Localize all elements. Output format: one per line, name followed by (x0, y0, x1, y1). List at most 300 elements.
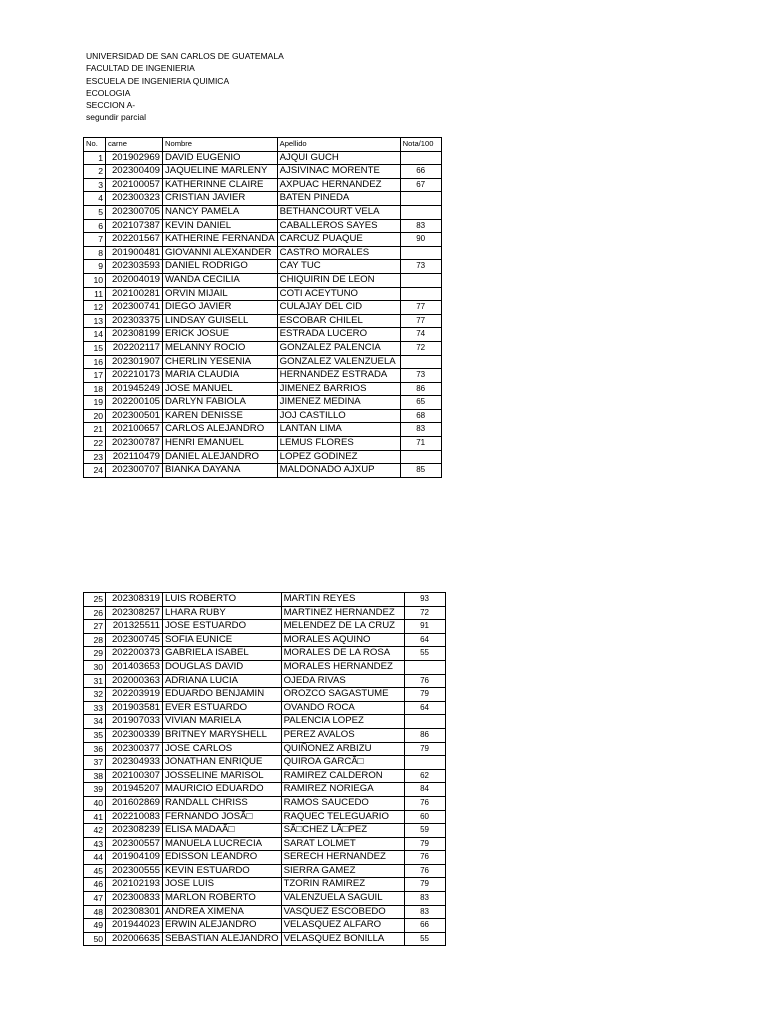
carne-cell: 202006635 (106, 932, 163, 946)
apellido-cell: CARCUZ PUAQUE (277, 233, 400, 247)
carne-cell: 202200105 (106, 396, 163, 410)
nombre-cell: CRISTIAN JAVIER (163, 192, 278, 206)
nombre-cell: MANUELA LUCRECIA (163, 837, 282, 851)
nombre-cell: JAQUELINE MARLENY (163, 165, 278, 179)
nombre-cell: KATHERINNE CLAIRE (163, 178, 278, 192)
row-number: 13 (84, 314, 106, 328)
nota-cell (400, 287, 441, 301)
apellido-cell: OJEDA RIVAS (281, 674, 404, 688)
table-row (84, 892, 446, 906)
nota-cell: 67 (400, 178, 441, 192)
nombre-cell: NANCY PAMELA (163, 205, 278, 219)
carne-cell: 202308257 (106, 606, 163, 620)
row-number: 16 (84, 355, 106, 369)
apellido-cell: COTI ACEYTUNO (277, 287, 400, 301)
carne-cell: 202202117 (106, 341, 163, 355)
nota-cell: 79 (404, 878, 445, 892)
carne-cell: 202210173 (106, 369, 163, 383)
carne-cell: 202300707 (106, 464, 163, 478)
table-row (84, 151, 442, 165)
nombre-cell: BIANKA DAYANA (163, 464, 278, 478)
row-number: 44 (84, 851, 106, 865)
table-row (84, 409, 442, 423)
row-number: 23 (84, 450, 106, 464)
apellido-cell: OVANDO ROCA (281, 701, 404, 715)
apellido-cell: QUIÑONEZ ARBIZU (281, 742, 404, 756)
apellido-cell: VELASQUEZ BONILLA (281, 932, 404, 946)
carne-cell: 202100657 (106, 423, 163, 437)
carne-cell: 202308239 (106, 824, 163, 838)
carne-cell: 202107387 (106, 219, 163, 233)
nota-cell: 77 (400, 301, 441, 315)
carne-cell: 201602869 (106, 796, 163, 810)
university-name: UNIVERSIDAD DE SAN CARLOS DE GUATEMALA (86, 51, 284, 61)
row-number: 38 (84, 769, 106, 783)
carne-cell: 201944023 (106, 919, 163, 933)
row-number: 47 (84, 892, 106, 906)
nombre-cell: SEBASTIAN ALEJANDRO (163, 932, 282, 946)
apellido-cell: OROZCO SAGASTUME (281, 688, 404, 702)
apellido-cell: ESTRADA LUCERO (277, 328, 400, 342)
nombre-cell: DAVID EUGENIO (163, 151, 278, 165)
nota-cell (400, 450, 441, 464)
apellido-cell: CABALLEROS SAYES (277, 219, 400, 233)
carne-cell: 202300705 (106, 205, 163, 219)
apellido-cell: SERECH HERNANDEZ (281, 851, 404, 865)
carne-cell: 202308199 (106, 328, 163, 342)
table-row (84, 633, 446, 647)
apellido-cell: MORALES AQUINO (281, 633, 404, 647)
col-header-carne: carne (106, 138, 163, 152)
nombre-cell: JOSE LUIS (163, 878, 282, 892)
table-row (84, 620, 446, 634)
table-row (84, 674, 446, 688)
row-number: 15 (84, 341, 106, 355)
row-number: 20 (84, 409, 106, 423)
nombre-cell: MARLON ROBERTO (163, 892, 282, 906)
nota-cell: 74 (400, 328, 441, 342)
row-number: 37 (84, 756, 106, 770)
nota-cell: 59 (404, 824, 445, 838)
apellido-cell: RAMIREZ NORIEGA (281, 783, 404, 797)
nota-cell: 79 (404, 837, 445, 851)
table-row (84, 932, 446, 946)
row-number: 3 (84, 178, 106, 192)
table-row (84, 437, 442, 451)
apellido-cell: QUIROA GARCÃ□ (281, 756, 404, 770)
apellido-cell: SÃ□CHEZ LÃ□PEZ (281, 824, 404, 838)
nota-cell: 76 (404, 864, 445, 878)
row-number: 10 (84, 273, 106, 287)
nota-cell: 72 (400, 341, 441, 355)
carne-cell: 202300555 (106, 864, 163, 878)
table-row (84, 273, 442, 287)
nota-cell: 65 (400, 396, 441, 410)
table-row (84, 837, 446, 851)
nombre-cell: EDUARDO BENJAMIN (163, 688, 282, 702)
row-number: 19 (84, 396, 106, 410)
nombre-cell: LINDSAY GUISELL (163, 314, 278, 328)
nombre-cell: ADRIANA LUCIA (163, 674, 282, 688)
apellido-cell: CASTRO MORALES (277, 246, 400, 260)
row-number: 39 (84, 783, 106, 797)
carne-cell: 202203919 (106, 688, 163, 702)
apellido-cell: JOJ CASTILLO (277, 409, 400, 423)
carne-cell: 201945249 (106, 382, 163, 396)
row-number: 26 (84, 606, 106, 620)
row-number: 21 (84, 423, 106, 437)
apellido-cell: MORALES DE LA ROSA (281, 647, 404, 661)
row-number: 24 (84, 464, 106, 478)
document-header (86, 50, 284, 124)
apellido-cell: LEMUS FLORES (277, 437, 400, 451)
nombre-cell: LHARA RUBY (163, 606, 282, 620)
apellido-cell: SARAT LOLMET (281, 837, 404, 851)
nota-cell: 60 (404, 810, 445, 824)
row-number: 46 (84, 878, 106, 892)
col-header-no: No. (84, 138, 106, 152)
table-row (84, 769, 446, 783)
nota-cell (404, 660, 445, 674)
nombre-cell: KAREN DENISSE (163, 409, 278, 423)
table-row (84, 851, 446, 865)
row-number: 4 (84, 192, 106, 206)
row-number: 43 (84, 837, 106, 851)
nota-cell: 93 (404, 593, 445, 607)
table-row (84, 205, 442, 219)
table-row (84, 287, 442, 301)
row-number: 35 (84, 728, 106, 742)
carne-cell: 201945207 (106, 783, 163, 797)
table-row (84, 742, 446, 756)
apellido-cell: HERNANDEZ ESTRADA (277, 369, 400, 383)
nombre-cell: ERICK JOSUE (163, 328, 278, 342)
table-row (84, 396, 442, 410)
nombre-cell: KATHERINE FERNANDA (163, 233, 278, 247)
nota-cell (400, 205, 441, 219)
row-number: 33 (84, 701, 106, 715)
apellido-cell: PALENCIA LOPEZ (281, 715, 404, 729)
nota-cell: 72 (404, 606, 445, 620)
grades-table-part-1 (83, 137, 442, 478)
table-row (84, 593, 446, 607)
table-row (84, 824, 446, 838)
nota-cell: 76 (404, 796, 445, 810)
carne-cell: 201904109 (106, 851, 163, 865)
row-number: 30 (84, 660, 106, 674)
apellido-cell: RAMOS SAUCEDO (281, 796, 404, 810)
carne-cell: 201325511 (106, 620, 163, 634)
row-number: 36 (84, 742, 106, 756)
nombre-cell: JOSSELINE MARISOL (163, 769, 282, 783)
nota-cell: 84 (404, 783, 445, 797)
nombre-cell: VIVIAN MARIELA (163, 715, 282, 729)
nota-cell: 91 (404, 620, 445, 634)
grades-table-part-2 (83, 592, 446, 946)
apellido-cell: SIERRA GAMEZ (281, 864, 404, 878)
col-header-nombre: Nombre (163, 138, 278, 152)
carne-cell: 202004019 (106, 273, 163, 287)
table-row (84, 756, 446, 770)
nombre-cell: MELANNY ROCIO (163, 341, 278, 355)
carne-cell: 202300377 (106, 742, 163, 756)
nombre-cell: ELISA MADAÃ□ (163, 824, 282, 838)
nombre-cell: WANDA CECILIA (163, 273, 278, 287)
nombre-cell: EVER ESTUARDO (163, 701, 282, 715)
nombre-cell: DANIEL ALEJANDRO (163, 450, 278, 464)
row-number: 7 (84, 233, 106, 247)
nota-cell: 79 (404, 742, 445, 756)
nota-cell: 62 (404, 769, 445, 783)
table-row (84, 178, 442, 192)
table-row (84, 715, 446, 729)
nota-cell: 86 (400, 382, 441, 396)
nota-cell: 73 (400, 369, 441, 383)
row-number: 12 (84, 301, 106, 315)
faculty-name: FACULTAD DE INGENIERIA (86, 63, 195, 74)
row-number: 34 (84, 715, 106, 729)
apellido-cell: CAY TUC (277, 260, 400, 274)
carne-cell: 202303593 (106, 260, 163, 274)
course-name: ECOLOGIA (86, 87, 131, 98)
table-row (84, 919, 446, 933)
carne-cell: 202300323 (106, 192, 163, 206)
apellido-cell: JIMENEZ BARRIOS (277, 382, 400, 396)
row-number: 49 (84, 919, 106, 933)
row-number: 1 (84, 151, 106, 165)
nota-cell: 73 (400, 260, 441, 274)
row-number: 25 (84, 593, 106, 607)
nombre-cell: DARLYN FABIOLA (163, 396, 278, 410)
nombre-cell: EDISSON LEANDRO (163, 851, 282, 865)
row-number: 31 (84, 674, 106, 688)
row-number: 41 (84, 810, 106, 824)
apellido-cell: MELENDEZ DE LA CRUZ (281, 620, 404, 634)
apellido-cell: ESCOBAR CHILEL (277, 314, 400, 328)
apellido-cell: JIMENEZ MEDINA (277, 396, 400, 410)
nombre-cell: JONATHAN ENRIQUE (163, 756, 282, 770)
nota-cell: 83 (400, 423, 441, 437)
nombre-cell: DANIEL RODRIGO (163, 260, 278, 274)
nota-cell: 66 (400, 165, 441, 179)
row-number: 11 (84, 287, 106, 301)
nota-cell: 66 (404, 919, 445, 933)
row-number: 32 (84, 688, 106, 702)
row-number: 45 (84, 864, 106, 878)
table-row (84, 450, 442, 464)
carne-cell: 202100307 (106, 769, 163, 783)
nombre-cell: ORVIN MIJAIL (163, 287, 278, 301)
table-row (84, 314, 442, 328)
carne-cell: 202300339 (106, 728, 163, 742)
carne-cell: 202300787 (106, 437, 163, 451)
carne-cell: 202110479 (106, 450, 163, 464)
nombre-cell: GIOVANNI ALEXANDER (163, 246, 278, 260)
apellido-cell: MORALES HERNANDEZ (281, 660, 404, 674)
nombre-cell: CARLOS ALEJANDRO (163, 423, 278, 437)
nombre-cell: ANDREA XIMENA (163, 905, 282, 919)
table-row (84, 328, 442, 342)
nombre-cell: HENRI EMANUEL (163, 437, 278, 451)
nota-cell: 55 (404, 647, 445, 661)
nota-cell (400, 355, 441, 369)
col-header-apellido: Apellido (277, 138, 400, 152)
carne-cell: 201902969 (106, 151, 163, 165)
carne-cell: 201903581 (106, 701, 163, 715)
table-row (84, 246, 442, 260)
apellido-cell: MARTINEZ HERNANDEZ (281, 606, 404, 620)
nota-cell (404, 715, 445, 729)
carne-cell: 202301907 (106, 355, 163, 369)
nombre-cell: MARIA CLAUDIA (163, 369, 278, 383)
carne-cell: 202201567 (106, 233, 163, 247)
table-row (84, 192, 442, 206)
table-row (84, 219, 442, 233)
table-row (84, 864, 446, 878)
apellido-cell: AXPUAC HERNANDEZ (277, 178, 400, 192)
apellido-cell: RAMIREZ CALDERON (281, 769, 404, 783)
table-row (84, 905, 446, 919)
nota-cell (400, 273, 441, 287)
nota-cell: 77 (400, 314, 441, 328)
row-number: 5 (84, 205, 106, 219)
nota-cell: 79 (404, 688, 445, 702)
apellido-cell: CHIQUIRIN DE LEON (277, 273, 400, 287)
carne-cell: 202300409 (106, 165, 163, 179)
table-row (84, 728, 446, 742)
apellido-cell: LANTAN LIMA (277, 423, 400, 437)
table-row (84, 233, 442, 247)
carne-cell: 202300557 (106, 837, 163, 851)
row-number: 48 (84, 905, 106, 919)
apellido-cell: MARTIN REYES (281, 593, 404, 607)
apellido-cell: GONZALEZ VALENZUELA (277, 355, 400, 369)
nota-cell: 64 (404, 701, 445, 715)
table-row (84, 382, 442, 396)
table-row (84, 688, 446, 702)
carne-cell: 202308319 (106, 593, 163, 607)
table-row (84, 878, 446, 892)
table-row (84, 301, 442, 315)
row-number: 8 (84, 246, 106, 260)
carne-cell: 201403653 (106, 660, 163, 674)
carne-cell: 202000363 (106, 674, 163, 688)
apellido-cell: LOPEZ GODINEZ (277, 450, 400, 464)
row-number: 6 (84, 219, 106, 233)
nombre-cell: JOSE MANUEL (163, 382, 278, 396)
exam-name: segundir parcial (86, 112, 147, 123)
carne-cell: 202210083 (106, 810, 163, 824)
nota-cell: 64 (404, 633, 445, 647)
nota-cell: 85 (400, 464, 441, 478)
carne-cell: 202304933 (106, 756, 163, 770)
row-number: 18 (84, 382, 106, 396)
table-row (84, 796, 446, 810)
apellido-cell: RAQUEC TELEGUARIO (281, 810, 404, 824)
table-row (84, 783, 446, 797)
nombre-cell: MAURICIO EDUARDO (163, 783, 282, 797)
school-name: ESCUELA DE INGENIERIA QUIMICA (86, 75, 230, 86)
row-number: 27 (84, 620, 106, 634)
table-row (84, 260, 442, 274)
carne-cell: 202300745 (106, 633, 163, 647)
nombre-cell: SOFIA EUNICE (163, 633, 282, 647)
carne-cell: 202100281 (106, 287, 163, 301)
table-row (84, 464, 442, 478)
carne-cell: 202300833 (106, 892, 163, 906)
carne-cell: 202102193 (106, 878, 163, 892)
nota-cell (400, 192, 441, 206)
table-row (84, 341, 442, 355)
apellido-cell: MALDONADO AJXUP (277, 464, 400, 478)
nombre-cell: KEVIN ESTUARDO (163, 864, 282, 878)
apellido-cell: BATEN PINEDA (277, 192, 400, 206)
nota-cell: 90 (400, 233, 441, 247)
nombre-cell: JOSE ESTUARDO (163, 620, 282, 634)
apellido-cell: AJQUI GUCH (277, 151, 400, 165)
col-header-nota: Nota/100 (400, 138, 441, 152)
row-number: 29 (84, 647, 106, 661)
nombre-cell: DIEGO JAVIER (163, 301, 278, 315)
carne-cell: 202308301 (106, 905, 163, 919)
table-row (84, 647, 446, 661)
row-number: 22 (84, 437, 106, 451)
apellido-cell: BETHANCOURT VELA (277, 205, 400, 219)
row-number: 17 (84, 369, 106, 383)
carne-cell: 202200373 (106, 647, 163, 661)
nombre-cell: ERWIN ALEJANDRO (163, 919, 282, 933)
row-number: 2 (84, 165, 106, 179)
table-row (84, 660, 446, 674)
apellido-cell: AJSIVINAC MORENTE (277, 165, 400, 179)
nota-cell: 76 (404, 851, 445, 865)
row-number: 42 (84, 824, 106, 838)
nombre-cell: GABRIELA ISABEL (163, 647, 282, 661)
nombre-cell: FERNANDO JOSÃ□ (163, 810, 282, 824)
nota-cell (400, 151, 441, 165)
apellido-cell: CULAJAY DEL CID (277, 301, 400, 315)
table-body (84, 593, 446, 946)
table-row (84, 423, 442, 437)
nota-cell: 83 (404, 905, 445, 919)
table-row (84, 369, 442, 383)
nombre-cell: KEVIN DANIEL (163, 219, 278, 233)
carne-cell: 202300501 (106, 409, 163, 423)
apellido-cell: TZORIN RAMIREZ (281, 878, 404, 892)
row-number: 28 (84, 633, 106, 647)
carne-cell: 202100057 (106, 178, 163, 192)
apellido-cell: VALENZUELA SAGUIL (281, 892, 404, 906)
nombre-cell: CHERLIN YESENIA (163, 355, 278, 369)
nota-cell (400, 246, 441, 260)
row-number: 9 (84, 260, 106, 274)
nombre-cell: DOUGLAS DAVID (163, 660, 282, 674)
table-row (84, 810, 446, 824)
nota-cell: 83 (404, 892, 445, 906)
carne-cell: 201900481 (106, 246, 163, 260)
table-body (84, 151, 442, 477)
table-row (84, 165, 442, 179)
nota-cell: 71 (400, 437, 441, 451)
table-header-row (84, 138, 442, 152)
nombre-cell: LUIS ROBERTO (163, 593, 282, 607)
carne-cell: 202300741 (106, 301, 163, 315)
row-number: 50 (84, 932, 106, 946)
apellido-cell: PEREZ AVALOS (281, 728, 404, 742)
nota-cell: 68 (400, 409, 441, 423)
nombre-cell: RANDALL CHRISS (163, 796, 282, 810)
row-number: 14 (84, 328, 106, 342)
